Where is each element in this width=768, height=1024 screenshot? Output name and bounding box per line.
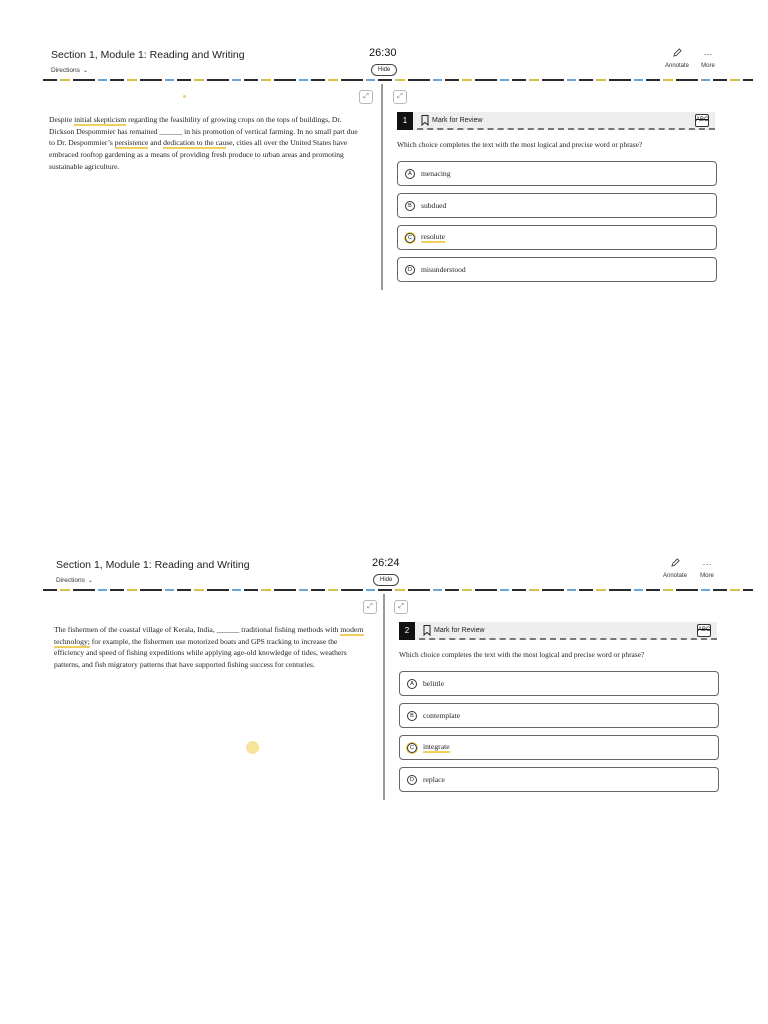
choice-letter: B: [405, 201, 415, 211]
passage-text[interactable]: [49, 114, 361, 173]
pane-divider[interactable]: [381, 84, 383, 290]
expand-passage-icon[interactable]: ⤢: [359, 90, 373, 104]
passage-segment: se, cities all over the United States have embraced rooftop gardening as a means of providing fresh produce to urban areas and promoting sustainable agriculture.: [49, 138, 348, 171]
passage-pane: [47, 594, 385, 800]
pane-divider[interactable]: [383, 594, 385, 800]
passage-highlight[interactable]: dedication to the cau: [163, 138, 227, 148]
hide-timer-button[interactable]: Hide: [371, 64, 397, 76]
choice-letter: A: [407, 679, 417, 689]
expand-question-icon[interactable]: ⤢: [393, 90, 407, 104]
directions-label: Directions: [51, 67, 80, 74]
more-label: More: [701, 63, 715, 69]
section-title: Section 1, Module 1: Reading and Writing: [51, 49, 245, 61]
passage-text[interactable]: [54, 624, 366, 671]
question-number: 2: [399, 622, 415, 640]
chevron-down-icon: ⌄: [87, 577, 93, 584]
timer: 26:30: [369, 47, 397, 59]
choice-text: belittle: [423, 679, 445, 688]
choice-text: replace: [423, 775, 445, 784]
section-title: Section 1, Module 1: Reading and Writing: [56, 559, 250, 571]
passage-highlight[interactable]: modern technology;: [54, 625, 364, 646]
timer: 26:24: [372, 557, 400, 569]
mark-for-review-button[interactable]: [423, 625, 485, 636]
option-eliminator-button[interactable]: ABC: [695, 114, 709, 127]
more-button[interactable]: [694, 47, 722, 69]
answer-choice-a[interactable]: [399, 671, 719, 696]
choice-text: subdued: [421, 201, 447, 210]
answer-choice-d[interactable]: [397, 257, 717, 282]
question-number: 1: [397, 112, 413, 130]
bookmark-icon: [423, 625, 431, 636]
passage-segment: The fishermen of the coastal village of Kerala, India, ______ traditional fishing methods with: [54, 625, 341, 634]
choice-text: menacing: [421, 169, 451, 178]
answer-choice-c[interactable]: [399, 735, 719, 760]
bookmark-icon: [421, 115, 429, 126]
choice-letter: B: [407, 711, 417, 721]
annotate-label: Annotate: [664, 63, 690, 69]
expand-passage-icon[interactable]: ⤢: [363, 600, 377, 614]
hide-timer-button[interactable]: Hide: [373, 574, 399, 586]
content-area: [43, 84, 743, 296]
choice-text: contemplate: [423, 711, 461, 720]
answer-choice-c[interactable]: [397, 225, 717, 250]
question-pane: [395, 594, 725, 800]
more-button[interactable]: [693, 557, 721, 579]
passage-pane: [43, 84, 381, 290]
header: [43, 550, 743, 590]
choice-letter: D: [407, 775, 417, 785]
answer-choice-b[interactable]: [397, 193, 717, 218]
answer-choice-d[interactable]: [399, 767, 719, 792]
answer-choice-b[interactable]: [399, 703, 719, 728]
choice-letter: D: [405, 265, 415, 275]
choice-text: resolute: [421, 232, 446, 241]
test-screen-2: [43, 550, 743, 810]
passage-segment: regarding the feasibility of growing crops on the tops of buildings, Dr. Dickson Despommier has remained ______ in his promotion of vertical farming. In no small part due to Dr. Despommier’s: [49, 115, 358, 148]
question-prompt: Which choice completes the text with the most logical and precise word or phrase?: [397, 140, 643, 149]
mark-for-review-label: Mark for Review: [432, 117, 483, 124]
more-dots-icon: ···: [702, 559, 712, 569]
directions-label: Directions: [56, 577, 85, 584]
header-divider: [43, 79, 753, 81]
annotate-label: Annotate: [662, 573, 688, 579]
directions-dropdown[interactable]: [56, 577, 93, 584]
chevron-down-icon: ⌄: [82, 67, 88, 74]
expand-question-icon[interactable]: ⤢: [394, 600, 408, 614]
mark-for-review-button[interactable]: [421, 115, 483, 126]
header-divider: [43, 589, 753, 591]
passage-segment: and: [148, 138, 164, 148]
question-header-bar: [399, 622, 717, 640]
choice-letter: C: [405, 233, 415, 243]
question-header-bar: [397, 112, 715, 130]
option-eliminator-button[interactable]: ABC: [697, 624, 711, 637]
annotate-button[interactable]: [663, 47, 691, 69]
choice-letter: C: [407, 743, 417, 753]
passage-segment: Despite: [49, 115, 75, 124]
annotate-button[interactable]: [661, 557, 689, 579]
question-pane: [393, 84, 723, 290]
choice-text: misunderstood: [421, 265, 466, 274]
mark-for-review-label: Mark for Review: [434, 627, 485, 634]
question-prompt: Which choice completes the text with the most logical and precise word or phrase?: [399, 650, 645, 659]
pencil-icon: [661, 557, 689, 571]
highlight-dot: [246, 741, 259, 754]
directions-dropdown[interactable]: [51, 67, 88, 74]
answer-choice-a[interactable]: [397, 161, 717, 186]
test-screen-1: [43, 40, 743, 300]
header: [43, 40, 743, 80]
highlight-speck: [183, 95, 186, 98]
passage-highlight[interactable]: initial skepticism: [74, 115, 127, 124]
choice-text: integrate: [423, 742, 450, 751]
more-dots-icon: ···: [703, 49, 713, 59]
passage-highlight[interactable]: persistence: [114, 138, 149, 148]
pencil-icon: [663, 47, 691, 61]
content-area: [43, 594, 743, 806]
more-label: More: [700, 573, 714, 579]
choice-letter: A: [405, 169, 415, 179]
passage-segment: for example, the fishermen use motorized boats and GPS tracking to increase the efficiency and speed of fishing expeditions while applying age-old knowledge of tides, weathers patterns, and fish migratory patterns that have supported fishing success for centuries.: [54, 636, 347, 670]
